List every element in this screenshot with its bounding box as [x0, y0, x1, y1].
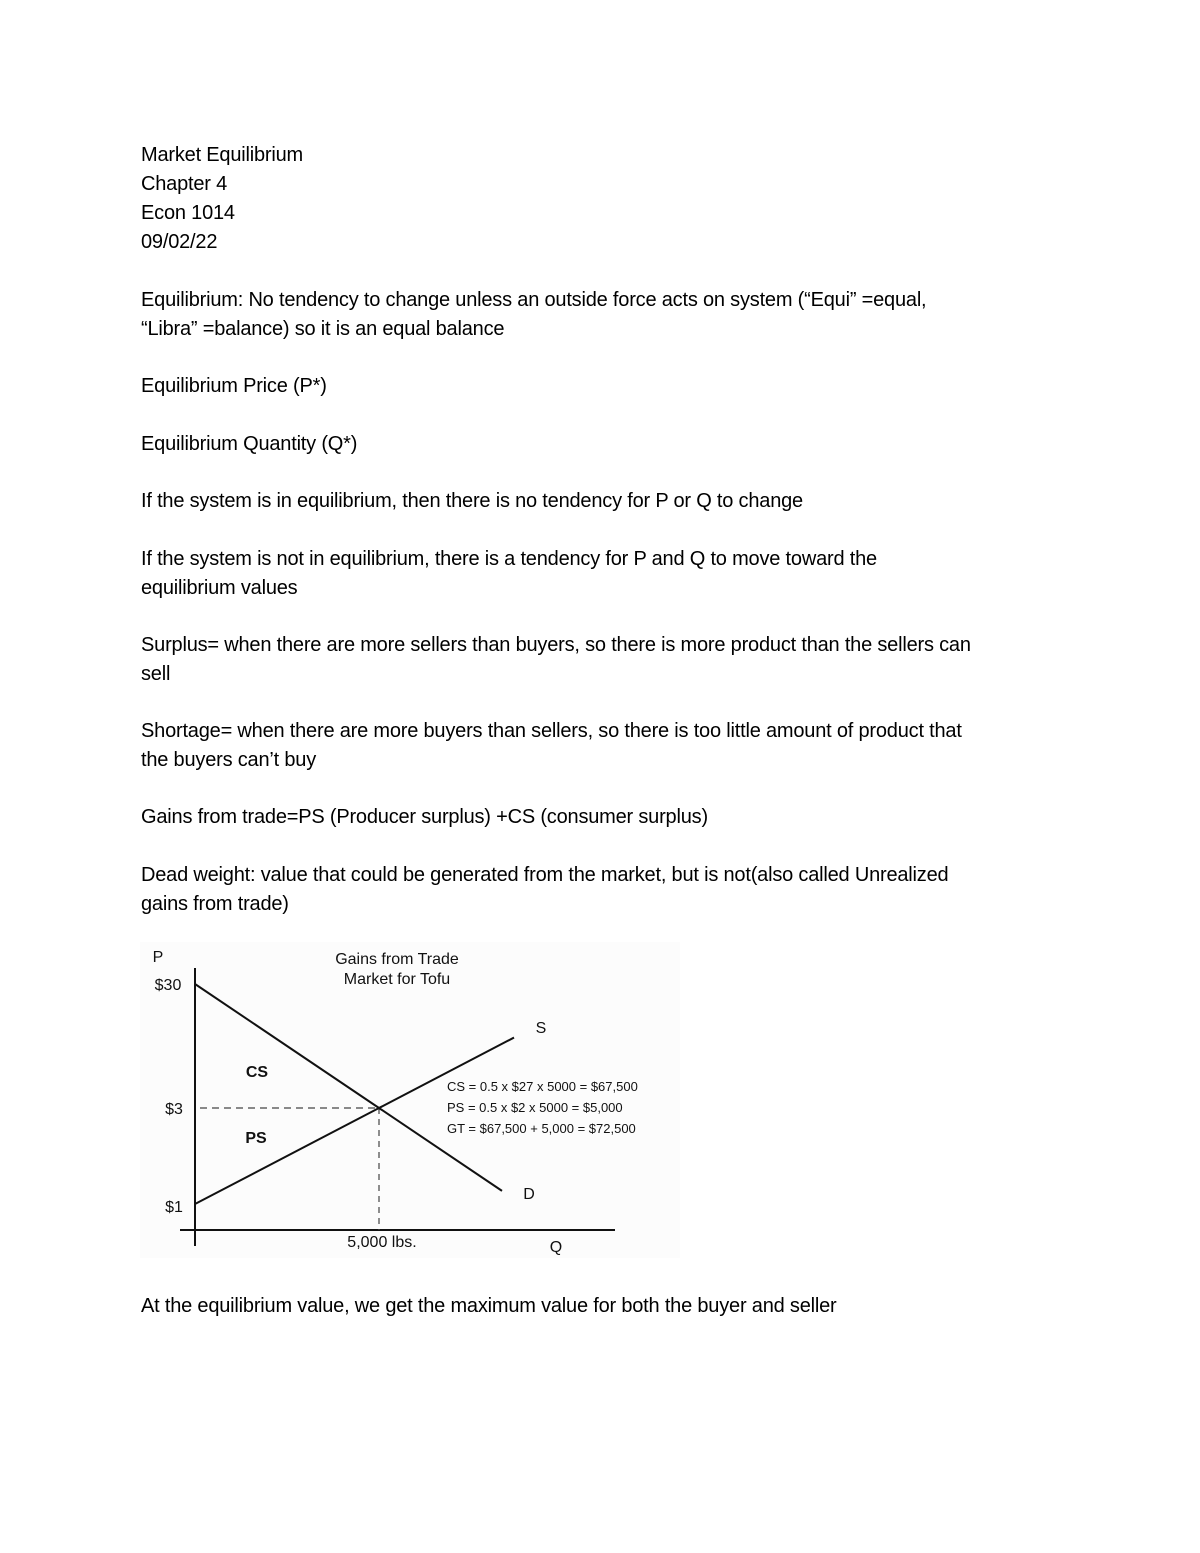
date-label: 09/02/22 — [141, 231, 218, 253]
header-block — [141, 141, 1071, 257]
gt-annotation: GT = $67,500 + 5,000 = $72,500 — [447, 1121, 636, 1136]
deadweight-line: Dead weight: value that could be generated from the market, but is not(also called Unrealized — [141, 864, 949, 886]
y-axis-label: P — [152, 949, 164, 966]
chart-subtitle: Market for Tofu — [343, 971, 451, 988]
y-tick-label: $1 — [165, 1199, 183, 1216]
ps-region-label: PS — [245, 1130, 267, 1147]
equilibrium-definition-line: Equilibrium: No tendency to change unless an outside force acts on system (“Equi” =equal, — [141, 289, 927, 311]
deadweight-line: gains from trade) — [141, 893, 289, 915]
shortage-line: Shortage= when there are more buyers than sellers, so there is too little amount of product that — [141, 720, 962, 742]
not-equilibrium-line: equilibrium values — [141, 577, 298, 599]
surplus-line: Surplus= when there are more sellers than buyers, so there is more product than the sellers can — [141, 634, 971, 656]
shortage-line: the buyers can’t buy — [141, 749, 316, 771]
x-axis-label: Q — [549, 1239, 563, 1256]
gains-from-trade: Gains from trade=PS (Producer surplus) +CS (consumer surplus) — [141, 806, 708, 828]
surplus-definition — [141, 631, 1071, 689]
demand-label: D — [523, 1186, 535, 1203]
equilibrium-definition-line: “Libra” =balance) so it is an equal balance — [141, 318, 505, 340]
surplus-line: sell — [141, 663, 171, 685]
y-tick-label: $3 — [165, 1101, 183, 1118]
in-equilibrium-note: If the system is in equilibrium, then there is no tendency for P or Q to change — [141, 490, 803, 512]
cs-region-label: CS — [245, 1064, 269, 1081]
conclusion: At the equilibrium value, we get the maximum value for both the buyer and seller — [141, 1295, 837, 1317]
cs-annotation: CS = 0.5 x $27 x 5000 = $67,500 — [447, 1079, 638, 1094]
deadweight-definition — [141, 861, 1071, 919]
y-tick-label: $30 — [154, 977, 182, 994]
chapter-label: Chapter 4 — [141, 173, 228, 195]
ps-annotation: PS = 0.5 x $2 x 5000 = $5,000 — [447, 1100, 623, 1115]
not-equilibrium-note — [141, 545, 1071, 603]
supply-label: S — [535, 1020, 547, 1037]
not-equilibrium-line: If the system is not in equilibrium, there is a tendency for P and Q to move toward the — [141, 548, 877, 570]
doc-title: Market Equilibrium — [141, 144, 304, 166]
x-tick-label: 5,000 lbs. — [347, 1234, 417, 1251]
chart-svg — [140, 942, 680, 1258]
equilibrium-definition — [141, 286, 1071, 344]
equilibrium-price: Equilibrium Price (P*) — [141, 375, 327, 397]
equilibrium-quantity: Equilibrium Quantity (Q*) — [141, 433, 358, 455]
course-label: Econ 1014 — [141, 202, 235, 224]
gains-from-trade-chart — [140, 942, 680, 1258]
shortage-definition — [141, 717, 1071, 775]
chart-title: Gains from Trade — [335, 951, 459, 968]
